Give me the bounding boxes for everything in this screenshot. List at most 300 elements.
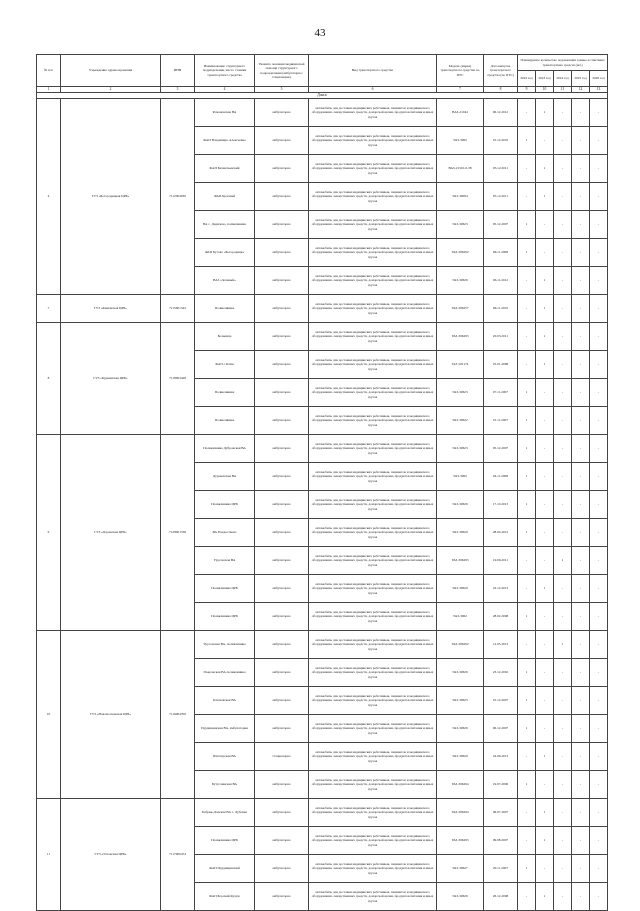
plan-cell: - — [590, 435, 608, 463]
plan-cell: - — [590, 659, 608, 687]
vehicle-type: автомобиль для доставки медицинских работников, пациентов и медицинского оборудования, лекарственных средств, донорской крови, продуктов питания и иных грузов — [309, 267, 437, 295]
vehicle-model: УАЗ-39629 — [437, 267, 484, 295]
unit-name: Прудищинская ВА, амбулатория — [195, 715, 255, 743]
col-number: 9 — [518, 87, 536, 93]
col-number: 10 — [536, 87, 554, 93]
plan-cell: - — [590, 799, 608, 827]
unit-name: Поликлиника — [195, 407, 255, 435]
plan-cell: - — [554, 99, 572, 127]
plan-cell: - — [554, 211, 572, 239]
plan-cell: - — [590, 575, 608, 603]
plan-cell: - — [572, 127, 590, 155]
table-row — [37, 435, 608, 463]
care-kind: амбулаторно — [255, 379, 309, 407]
header-model: Модель (марка) транспортного средства по ПТС — [437, 55, 484, 87]
plan-cell: 1 — [536, 575, 554, 603]
plan-cell: 1 — [518, 491, 536, 519]
release-date: 06.11.2010 — [484, 295, 518, 323]
plan-cell: 1 — [518, 519, 536, 547]
release-date: 01.12.2007 — [484, 687, 518, 715]
org-name: ГУЗ «Богородицкая ЦРБ» — [61, 99, 161, 295]
plan-cell: 1 — [518, 127, 536, 155]
vehicle-model: УАЗ-39622 — [437, 407, 484, 435]
plan-cell: - — [572, 603, 590, 631]
vehicle-model: ВАЗ-21044 — [437, 99, 484, 127]
plan-cell: - — [572, 323, 590, 351]
plan-cell: 1 — [536, 827, 554, 855]
vehicle-type: автомобиль для доставки медицинских работников, пациентов и медицинского оборудования, лекарственных средств, донорской крови, продуктов питания и иных грузов — [309, 575, 437, 603]
vehicle-type: автомобиль для доставки медицинских работников, пациентов и медицинского оборудования, лекарственных средств, донорской крови, продуктов питания и иных грузов — [309, 659, 437, 687]
org-name: ГУЗ «Одоевская ЦРБ» — [61, 435, 161, 631]
plan-cell: - — [572, 267, 590, 295]
org-number: 4 — [37, 99, 61, 295]
vehicle-type: автомобиль для доставки медицинских работников, пациентов и медицинского оборудования, лекарственных средств, донорской крови, продуктов питания и иных грузов — [309, 743, 437, 771]
vehicle-model: УАЗ-39629 — [437, 491, 484, 519]
header-inn: ИНН — [161, 55, 195, 87]
plan-cell: - — [590, 715, 608, 743]
plan-cell: - — [518, 155, 536, 183]
release-date: 17.10.2013 — [484, 491, 518, 519]
plan-cell: - — [572, 239, 590, 267]
unit-name: Поликлиника — [195, 379, 255, 407]
plan-cell: - — [536, 407, 554, 435]
plan-cell: - — [572, 883, 590, 911]
care-kind: амбулаторно — [255, 631, 309, 659]
vehicle-model: УАЗ-39629 — [437, 715, 484, 743]
vehicle-model: УАЗ-396295 — [437, 323, 484, 351]
vehicle-type: автомобиль для доставки медицинских работников, пациентов и медицинского оборудования, лекарственных средств, донорской крови, продуктов питания и иных грузов — [309, 323, 437, 351]
vehicle-type: автомобиль для доставки медицинских работников, пациентов и медицинского оборудования, лекарственных средств, донорской крови, продуктов питания и иных грузов — [309, 799, 437, 827]
care-kind: амбулаторно — [255, 351, 309, 379]
release-date: 01.11.2007 — [484, 407, 518, 435]
care-kind: амбулаторно — [255, 127, 309, 155]
plan-cell: - — [554, 771, 572, 799]
vehicle-model: УАЗ-39623 — [437, 687, 484, 715]
vehicle-type: автомобиль для доставки медицинских работников, пациентов и медицинского оборудования, лекарственных средств, донорской крови, продуктов питания и иных грузов — [309, 855, 437, 883]
care-kind: амбулаторно — [255, 799, 309, 827]
plan-cell: - — [554, 715, 572, 743]
plan-cell: - — [572, 827, 590, 855]
table-row — [37, 799, 608, 827]
vehicle-model: ВАЗ-21310-0-38 — [437, 155, 484, 183]
vehicle-model: УАЗ-39623 — [437, 211, 484, 239]
unit-name: ВА с. Дедилово, поликлиника — [195, 211, 255, 239]
plan-cell: - — [572, 407, 590, 435]
care-kind: амбулаторно — [255, 603, 309, 631]
vehicle-type: автомобиль для доставки медицинских работников, пациентов и медицинского оборудования, лекарственных средств, донорской крови, продуктов питания и иных грузов — [309, 295, 437, 323]
plan-cell: 1 — [554, 631, 572, 659]
plan-cell: - — [572, 155, 590, 183]
vehicle-type: автомобиль для доставки медицинских работников, пациентов и медицинского оборудования, лекарственных средств, донорской крови, продуктов питания и иных грузов — [309, 435, 437, 463]
table-row — [37, 323, 608, 351]
release-date: 22.12.2013 — [484, 575, 518, 603]
plan-cell: - — [572, 351, 590, 379]
plan-cell: - — [572, 631, 590, 659]
plan-cell: - — [536, 855, 554, 883]
care-kind: стационарно — [255, 743, 309, 771]
vehicle-model: УАЗ-396292 — [437, 631, 484, 659]
plan-cell: - — [554, 827, 572, 855]
header-year-2024: 2024 год — [554, 71, 572, 87]
plan-cell: - — [590, 827, 608, 855]
plan-cell: 1 — [518, 715, 536, 743]
plan-cell: - — [572, 491, 590, 519]
plan-cell: 1 — [536, 99, 554, 127]
plan-cell: - — [554, 883, 572, 911]
vehicle-model: УАЗ-396295 — [437, 827, 484, 855]
col-number: 11 — [554, 87, 572, 93]
vehicle-type: автомобиль для доставки медицинских работников, пациентов и медицинского оборудования, лекарственных средств, донорской крови, продуктов питания и иных грузов — [309, 771, 437, 799]
plan-cell: - — [518, 295, 536, 323]
care-kind: амбулаторно — [255, 267, 309, 295]
vehicle-type: автомобиль для доставки медицинских работников, пациентов и медицинского оборудования, лекарственных средств, донорской крови, продуктов питания и иных грузов — [309, 519, 437, 547]
col-number: 12 — [572, 87, 590, 93]
plan-cell: 1 — [518, 463, 536, 491]
plan-cell: - — [536, 771, 554, 799]
unit-name: ФАП Красный — [195, 183, 255, 211]
vehicle-model: УАЗ-39629 — [437, 743, 484, 771]
plan-cell: 1 — [536, 883, 554, 911]
plan-cell: - — [554, 435, 572, 463]
org-number: 7 — [37, 295, 61, 323]
vehicle-model: УАЗ-39629 — [437, 883, 484, 911]
plan-cell: - — [590, 463, 608, 491]
plan-cell: 1 — [536, 267, 554, 295]
care-kind: амбулаторно — [255, 183, 309, 211]
plan-cell: 1 — [536, 155, 554, 183]
plan-cell: - — [554, 575, 572, 603]
vehicle-type: автомобиль для доставки медицинских работников, пациентов и медицинского оборудования, лекарственных средств, донорской крови, продуктов питания и иных грузов — [309, 883, 437, 911]
care-kind: амбулаторно — [255, 883, 309, 911]
vehicle-model: УАЗ-3962 — [437, 463, 484, 491]
vehicle-model: УАЗ-39627 — [437, 855, 484, 883]
header-year: Дата выпуска транспортного средства (по ПТС) — [484, 55, 518, 87]
vehicle-model: УАЗ-3962 — [437, 127, 484, 155]
care-kind: амбулаторно — [255, 295, 309, 323]
vehicle-model: УАЗ-3962 — [437, 603, 484, 631]
plan-cell: - — [518, 827, 536, 855]
org-number: 9 — [37, 435, 61, 631]
release-date: 04.11.2008 — [484, 463, 518, 491]
plan-cell: - — [536, 659, 554, 687]
vehicle-type: автомобиль для доставки медицинских работников, пациентов и медицинского оборудования, лекарственных средств, донорской крови, продуктов питания и иных грузов — [309, 827, 437, 855]
care-kind: амбулаторно — [255, 547, 309, 575]
plan-cell: - — [536, 603, 554, 631]
plan-cell: - — [590, 519, 608, 547]
unit-name: Поликлиника ЦРБ — [195, 491, 255, 519]
plan-cell: 1 — [518, 603, 536, 631]
plan-cell: 1 — [536, 295, 554, 323]
plan-cell: - — [518, 743, 536, 771]
vehicle-model: УАЗ-39629 — [437, 659, 484, 687]
plan-cell: - — [536, 631, 554, 659]
plan-cell: - — [590, 127, 608, 155]
plan-cell: - — [554, 491, 572, 519]
plan-cell: - — [590, 407, 608, 435]
care-kind: амбулаторно — [255, 211, 309, 239]
org-name: ГУЗ «Узловская ЦРБ» — [61, 799, 161, 911]
plan-cell: - — [572, 799, 590, 827]
care-kind: амбулаторно — [255, 155, 309, 183]
org-name: ГУЗ «Куркинская ЦРБ» — [61, 323, 161, 435]
vehicle-model: УАЗ-396294 — [437, 799, 484, 827]
header-year-2022: 2022 год — [518, 71, 536, 87]
vehicle-model: УАЗ-39629 — [437, 575, 484, 603]
plan-cell: - — [554, 239, 572, 267]
unit-name: ФАП с.Клин — [195, 351, 255, 379]
release-date: 26.12.2008 — [484, 883, 518, 911]
vehicle-model: УАЗ-39094 — [437, 183, 484, 211]
vehicle-type: автомобиль для доставки медицинских работников, пациентов и медицинского оборудования, лекарственных средств, донорской крови, продуктов питания и иных грузов — [309, 603, 437, 631]
plan-cell: - — [536, 547, 554, 575]
plan-cell: 1 — [518, 771, 536, 799]
plan-cell: - — [554, 463, 572, 491]
release-date: 28.02.2008 — [484, 603, 518, 631]
plan-cell: 1 — [536, 351, 554, 379]
plan-cell: - — [572, 379, 590, 407]
plan-cell: - — [554, 659, 572, 687]
vehicle-register-table — [36, 54, 608, 911]
release-date: 05.12.2011 — [484, 183, 518, 211]
plan-cell: - — [590, 351, 608, 379]
header-vehicle-type: Вид транспортного средства — [309, 55, 437, 87]
plan-cell: - — [536, 239, 554, 267]
plan-cell: 1 — [518, 211, 536, 239]
plan-cell: - — [572, 855, 590, 883]
release-date: 12.05.2013 — [484, 631, 518, 659]
table-row — [37, 295, 608, 323]
col-number: 6 — [309, 87, 437, 93]
table-row — [37, 99, 608, 127]
plan-cell: - — [518, 351, 536, 379]
release-date: 06.11.2012 — [484, 267, 518, 295]
vehicle-type: автомобиль для доставки медицинских работников, пациентов и медицинского оборудования, лекарственных средств, донорской крови, продуктов питания и иных грузов — [309, 379, 437, 407]
plan-cell: - — [536, 715, 554, 743]
plan-cell: - — [518, 267, 536, 295]
care-kind: амбулаторно — [255, 239, 309, 267]
release-date: 06.12.2007 — [484, 715, 518, 743]
care-kind: амбулаторно — [255, 575, 309, 603]
col-number: 1 — [37, 87, 61, 93]
org-number: 8 — [37, 323, 61, 435]
unit-name: Поликлиника ЦРБ — [195, 827, 255, 855]
vehicle-model: ГАЗ 322174 — [437, 351, 484, 379]
vehicle-type: автомобиль для доставки медицинских работников, пациентов и медицинского оборудования, лекарственных средств, донорской крови, продуктов питания и иных грузов — [309, 127, 437, 155]
release-date: 06.12.2012 — [484, 99, 518, 127]
plan-cell: - — [536, 211, 554, 239]
plan-cell: - — [554, 379, 572, 407]
care-kind: амбулаторно — [255, 323, 309, 351]
vehicle-model: УАЗ-396292 — [437, 239, 484, 267]
vehicle-type: автомобиль для доставки медицинских работников, пациентов и медицинского оборудования, лекарственных средств, донорской крови, продуктов питания и иных грузов — [309, 351, 437, 379]
unit-name: Покровская ВА поликлиника — [195, 659, 255, 687]
care-kind: амбулаторно — [255, 435, 309, 463]
release-date: 05.12.2007 — [484, 435, 518, 463]
care-kind: амбулаторно — [255, 771, 309, 799]
header-num: № п/п — [37, 55, 61, 87]
org-inn: 7117000474 — [161, 799, 195, 911]
plan-cell: - — [554, 127, 572, 155]
plan-cell: - — [518, 631, 536, 659]
plan-cell: - — [572, 295, 590, 323]
unit-name: Урусовская ВА, поликлиника — [195, 631, 255, 659]
plan-cell: - — [590, 295, 608, 323]
vehicle-type: автомобиль для доставки медицинских работников, пациентов и медицинского оборудования, лекарственных средств, донорской крови, продуктов питания и иных грузов — [309, 99, 437, 127]
care-kind: амбулаторно — [255, 491, 309, 519]
plan-cell: - — [590, 855, 608, 883]
header-unit: Наименование структурного подразделения, место стоянки транспортного средства — [195, 55, 255, 87]
section-label: Донск — [37, 93, 608, 99]
header-year-2026: 2026 год — [590, 71, 608, 87]
plan-cell: - — [536, 127, 554, 155]
org-inn: 7118003428 — [161, 323, 195, 435]
plan-cell: 1 — [518, 407, 536, 435]
plan-cell: - — [518, 99, 536, 127]
plan-cell: - — [536, 463, 554, 491]
plan-cell: - — [572, 99, 590, 127]
plan-cell: - — [590, 183, 608, 211]
plan-cell: - — [554, 687, 572, 715]
plan-cell: - — [572, 575, 590, 603]
release-date: 06.11.2008 — [484, 239, 518, 267]
org-inn: 7115001542 — [161, 295, 195, 323]
release-date: 05.12.2007 — [484, 211, 518, 239]
plan-cell: - — [590, 771, 608, 799]
plan-cell: - — [536, 491, 554, 519]
plan-cell: 1 — [518, 239, 536, 267]
plan-cell: - — [554, 799, 572, 827]
plan-cell: - — [590, 547, 608, 575]
unit-name: ФАП Владимиро-Алексеевка — [195, 127, 255, 155]
vehicle-type: автомобиль для доставки медицинских работников, пациентов и медицинского оборудования, лекарственных средств, донорской крови, продуктов питания и иных грузов — [309, 715, 437, 743]
plan-cell: - — [590, 743, 608, 771]
unit-name: Больница — [195, 323, 255, 351]
org-inn: 7116004706 — [161, 631, 195, 799]
plan-cell: 1 — [518, 435, 536, 463]
header-kind: Укажите оказания медицинской помощи структурного подразделения (амбулаторно/стационарно) — [255, 55, 309, 87]
care-kind: амбулаторно — [255, 519, 309, 547]
care-kind: амбулаторно — [255, 855, 309, 883]
plan-cell: 1 — [518, 855, 536, 883]
plan-cell: 1 — [554, 547, 572, 575]
header-row — [37, 55, 608, 71]
org-name: ГУЗ «Кимовская ЦРБ» — [61, 295, 161, 323]
plan-cell: - — [590, 99, 608, 127]
plan-cell: - — [590, 491, 608, 519]
plan-cell: - — [572, 519, 590, 547]
header-org: Учреждение здравоохранения — [61, 55, 161, 87]
plan-cell: - — [590, 379, 608, 407]
release-date: 09.07.2007 — [484, 799, 518, 827]
plan-cell: - — [572, 659, 590, 687]
plan-cell: - — [554, 855, 572, 883]
plan-cell: - — [572, 547, 590, 575]
release-date: 19.06.2011 — [484, 547, 518, 575]
unit-name: Ключевская ВА — [195, 687, 255, 715]
plan-cell: - — [554, 351, 572, 379]
vehicle-model: УАЗ-396257 — [437, 295, 484, 323]
plan-cell: - — [590, 883, 608, 911]
release-date: 07.11.2007 — [484, 379, 518, 407]
col-number: 13 — [590, 87, 608, 93]
plan-cell: - — [518, 323, 536, 351]
unit-name: Поликлиника — [195, 295, 255, 323]
org-number: 10 — [37, 631, 61, 799]
unit-name: ВАЗ «Зеленый» — [195, 267, 255, 295]
unit-name: Поликлиника ЦРБ — [195, 575, 255, 603]
release-date: 23.12.2002 — [484, 659, 518, 687]
col-number: 4 — [195, 87, 255, 93]
vehicle-type: автомобиль для доставки медицинских работников, пациентов и медицинского оборудования, лекарственных средств, донорской крови, продуктов питания и иных грузов — [309, 155, 437, 183]
org-name: ГУЗ «Новомосковская ЦРБ» — [61, 631, 161, 799]
release-date: 25.01.2008 — [484, 351, 518, 379]
plan-cell: - — [572, 743, 590, 771]
unit-name: ФАП Бутово «Богородицк» — [195, 239, 255, 267]
release-date: 09.08.2007 — [484, 827, 518, 855]
unit-name: ВА Рождествено — [195, 519, 255, 547]
plan-cell: - — [572, 463, 590, 491]
release-date: 05.12.2011 — [484, 155, 518, 183]
plan-cell: - — [554, 407, 572, 435]
vehicle-type: автомобиль для доставки медицинских работников, пациентов и медицинского оборудования, лекарственных средств, донорской крови, продуктов питания и иных грузов — [309, 687, 437, 715]
plan-cell: 1 — [536, 743, 554, 771]
plan-cell: - — [590, 267, 608, 295]
plan-cell: - — [554, 603, 572, 631]
org-number: 11 — [37, 799, 61, 911]
plan-cell: - — [536, 519, 554, 547]
plan-cell: - — [518, 183, 536, 211]
org-inn: 7112004030 — [161, 99, 195, 295]
vehicle-type: автомобиль для доставки медицинских работников, пациентов и медицинского оборудования, лекарственных средств, донорской крови, продуктов питания и иных грузов — [309, 631, 437, 659]
plan-cell: 1 — [518, 379, 536, 407]
vehicle-model: УАЗ-396295 — [437, 547, 484, 575]
plan-cell: - — [536, 379, 554, 407]
care-kind: амбулаторно — [255, 687, 309, 715]
care-kind: амбулаторно — [255, 99, 309, 127]
unit-name: Поликлиника Дубровская ВА — [195, 435, 255, 463]
col-number: 3 — [161, 87, 195, 93]
vehicle-type: автомобиль для доставки медицинских работников, пациентов и медицинского оборудования, лекарственных средств, донорской крови, продуктов питания и иных грузов — [309, 547, 437, 575]
plan-cell: - — [590, 211, 608, 239]
plan-cell: - — [572, 183, 590, 211]
plan-cell: - — [518, 575, 536, 603]
release-date: 28.04.2012 — [484, 519, 518, 547]
care-kind: амбулаторно — [255, 659, 309, 687]
plan-cell: - — [590, 239, 608, 267]
vehicle-type: автомобиль для доставки медицинских работников, пациентов и медицинского оборудования, лекарственных средств, донорской крови, продуктов питания и иных грузов — [309, 211, 437, 239]
plan-cell: - — [572, 715, 590, 743]
release-date: 20.05.2011 — [484, 323, 518, 351]
plan-cell: - — [554, 183, 572, 211]
vehicle-model: УАЗ-396294 — [437, 771, 484, 799]
plan-cell: - — [590, 603, 608, 631]
plan-cell: - — [590, 687, 608, 715]
plan-cell: - — [554, 155, 572, 183]
plan-cell: 1 — [536, 799, 554, 827]
care-kind: амбулаторно — [255, 463, 309, 491]
header-plan: Планируемое количество подлежащих замене и списанию транспортных средств (шт.) — [518, 55, 608, 71]
plan-cell: - — [554, 267, 572, 295]
plan-cell: - — [518, 547, 536, 575]
plan-cell: - — [554, 519, 572, 547]
unit-name: Шахтерская ВА — [195, 743, 255, 771]
table-row — [37, 631, 608, 659]
vehicle-type: автомобиль для доставки медицинских работников, пациентов и медицинского оборудования, лекарственных средств, донорской крови, продуктов питания и иных грузов — [309, 463, 437, 491]
plan-cell: - — [590, 155, 608, 183]
vehicle-type: автомобиль для доставки медицинских работников, пациентов и медицинского оборудования, лекарственных средств, донорской крови, продуктов питания и иных грузов — [309, 491, 437, 519]
col-number: 8 — [484, 87, 518, 93]
unit-name: Бутуслинская ВА — [195, 771, 255, 799]
